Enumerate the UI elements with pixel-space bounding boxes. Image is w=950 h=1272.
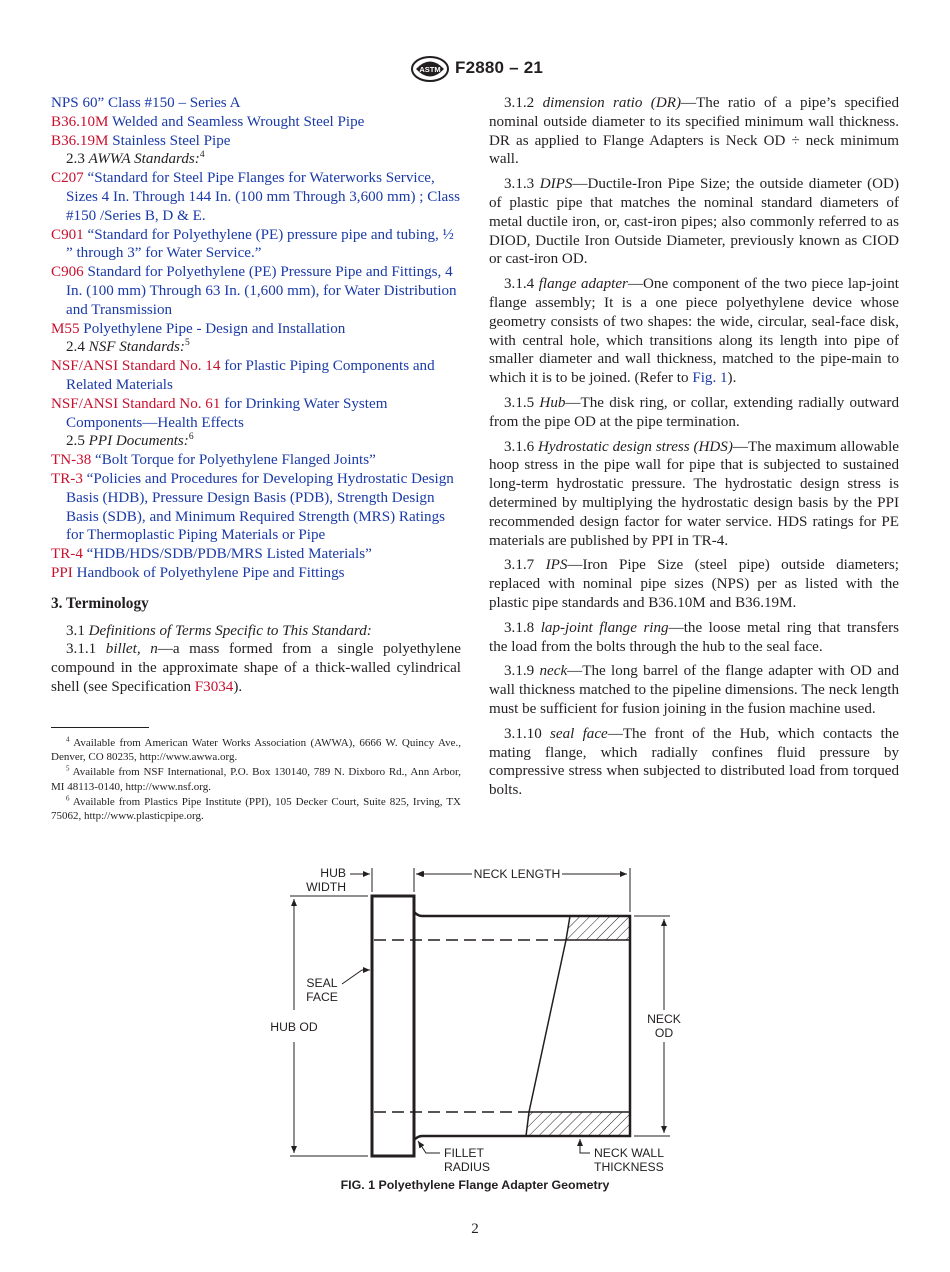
- ref-title[interactable]: “HDB/HDS/SDB/PDB/MRS Listed Materials”: [86, 546, 372, 563]
- break-line: [529, 940, 566, 1112]
- ref-code[interactable]: TR-3: [51, 470, 83, 487]
- ref-b3619m: [51, 132, 461, 151]
- label-hub-width-2: WIDTH: [306, 880, 346, 894]
- ref-code[interactable]: C207: [51, 170, 84, 187]
- ref-code[interactable]: NSF/ANSI Standard No. 61: [51, 395, 221, 412]
- standard-designation: F2880 – 21: [455, 58, 544, 77]
- label-neck-wall-1: NECK WALL: [594, 1146, 664, 1160]
- ref-code[interactable]: NSF/ANSI Standard No. 14: [51, 358, 221, 375]
- ref-tr4: [51, 545, 461, 564]
- footnote-5: $^5$ Available from NSF International, P.O. Box 130140, 789 N. Dixboro Rd., Ann Arbor, MI 48113-0140, http://www.nsf.org.: [51, 764, 461, 793]
- ref-nsf14: [51, 357, 461, 395]
- neck-wall-bottom: [526, 1112, 630, 1136]
- para-3-1-4: 3.1.4 flange adapter—One component of the two piece lap-joint flange assembly; It is a one piece polyethylene device whose geometry consists of two shapes: the wide, circular, seal-face disk, with central hole, which transitions along its length into pipe of smaller diameter and wall thickness, matched to the pipe-main to which it is to be joined. (Refer to Fig. 1).: [489, 276, 899, 387]
- ref-title[interactable]: “Standard for Steel Pipe Flanges for Waterworks Service, Sizes 4 In. Through 144 In. (100 mm Through 3,600 mm) ; Class #150 /Series B, D & E.: [66, 170, 460, 224]
- ppi-heading: 2.5 PPI Documents:$^6$: [66, 432, 194, 450]
- para-3-1-5: 3.1.5 Hub—The disk ring, or collar, extending radially outward from the pipe OD at the pipe termination.: [489, 394, 899, 430]
- neck-outline: [414, 912, 630, 1140]
- neck-wall-top: [566, 916, 630, 940]
- ref-title[interactable]: for Drinking Water System Components—Health Effects: [66, 395, 388, 431]
- para-3-1-3: 3.1.3 DIPS—Ductile-Iron Pipe Size; the outside diameter (OD) of plastic pipe that matches the nominal standard diameters of metal ductile iron, or, cast-iron pipes; also commonly referred to as DIOD, Ductile Iron Outside Diameter, previously known as CIOD or cast-iron OD.: [489, 176, 899, 268]
- label-seal-face-1: SEAL: [306, 976, 338, 990]
- ref-title[interactable]: for Plastic Piping Components and Related Materials: [66, 358, 435, 393]
- para-3-1-1: 3.1.1 billet, n—a mass formed from a single polyethylene compound in the approximate shape of a thick-walled cylindrical shell (see Specification F3034).: [51, 641, 461, 695]
- ref-title[interactable]: Welded and Seamless Wrought Steel Pipe: [111, 113, 365, 130]
- label-neck-od-1: NECK: [647, 1012, 681, 1026]
- footnote-6: $^6$ Available from Plastics Pipe Institute (PPI), 105 Decker Court, Suite 825, Irving, TX 75062, http://www.plasticpipe.org.: [51, 794, 461, 823]
- label-seal-face-2: FACE: [306, 990, 338, 1004]
- label-neck-od-2: OD: [654, 1026, 674, 1040]
- left-column: [51, 94, 461, 824]
- page-number: 2: [471, 1221, 479, 1237]
- ref-title[interactable]: Handbook of Polyethylene Pipe and Fittings: [76, 564, 345, 581]
- awwa-heading: 2.3 AWWA Standards:$^4$: [66, 150, 205, 168]
- logo-text: ASTM: [419, 65, 441, 74]
- para-3-1-2: 3.1.2 dimension ratio (DR)—The ratio of a pipe’s specified nominal outside diameter to its specified minimum wall thickness. DR as applied to Flange Adapters is Neck OD ÷ neck minimum wall.: [489, 95, 899, 168]
- ref-tn38: [51, 451, 461, 470]
- ref-c207: [51, 169, 461, 225]
- ref-ppi-handbook: [51, 564, 461, 583]
- ref-m55: [51, 320, 461, 339]
- ref-c901: [51, 226, 461, 264]
- ref-code[interactable]: C906: [51, 264, 84, 281]
- para-3-1-10: 3.1.10 seal face—The front of the Hub, which contacts the mating flange, which radially confines fluid pressure by compressive stress when subjected to distributed load from torqued bolts.: [489, 725, 899, 799]
- ref-title[interactable]: Standard for Polyethylene (PE) Pressure Pipe and Fittings, 4 In. (100 mm) Through 63 In. (1,600 mm), for Water Distribution and Transmission: [66, 264, 457, 318]
- para-3-1-6: 3.1.6 Hydrostatic design stress (HDS)—The maximum allowable hoop stress in the pipe wall for pipe that is subjected to sustained long-term hydrostatic pressure. The hydrostatic design stress is determined by multiplying the hydrostatic design basis by the PPI recommended design factor for water service. HDS ratings for PE materials are published by PPI in TR-4.: [489, 438, 899, 549]
- label-fillet-1: FILLET: [444, 1146, 484, 1160]
- figure-caption: FIG. 1 Polyethylene Flange Adapter Geometry: [340, 1178, 610, 1192]
- flange-adapter-diagram: [250, 860, 710, 1180]
- ref-title[interactable]: “Bolt Torque for Polyethylene Flanged Joints”: [95, 452, 376, 469]
- label-fillet-2: RADIUS: [444, 1160, 491, 1174]
- ref-title[interactable]: “Policies and Procedures for Developing Hydrostatic Design Basis (HDB), Pressure Design Basis (PDB), Strength Design Basis (SDB), and Minimum Required Strength (MRS) Ratings for Thermoplastic Piping Materials or Pipe: [66, 470, 454, 544]
- label-neck-wall-2: THICKNESS: [594, 1160, 664, 1174]
- para-3-1-8: 3.1.8 lap-joint flange ring—the loose metal ring that transfers the load from the bolts through the hub to the seal face.: [489, 619, 899, 655]
- hub-body: [372, 896, 414, 1156]
- ref-nps60: [51, 94, 461, 113]
- ref-code[interactable]: M55: [51, 320, 80, 337]
- para-3-1: 3.1 Definitions of Terms Specific to This Standard:: [66, 622, 372, 639]
- ref-c906: [51, 263, 461, 319]
- ref-b3610m: [51, 113, 461, 132]
- footnote-4: $^4$ Available from American Water Works Association (AWWA), 6666 W. Quincy Ave., Denver, CO 80235, http://www.awwa.org.: [51, 735, 461, 763]
- ref-code[interactable]: C901: [51, 226, 84, 243]
- page-header: [0, 56, 950, 84]
- ref-code[interactable]: PPI: [51, 564, 73, 581]
- ref-tr3: [51, 470, 461, 545]
- ref-code[interactable]: TN-38: [51, 452, 92, 469]
- astm-logo-icon: [410, 56, 450, 82]
- ref-code[interactable]: TR-4: [51, 546, 83, 563]
- section-heading-terminology: 3. Terminology: [51, 594, 149, 612]
- ref-title[interactable]: Stainless Steel Pipe: [112, 132, 231, 149]
- right-column: [489, 94, 899, 806]
- ref-title[interactable]: “Standard for Polyethylene (PE) pressure pipe and tubing, ½ ” through 3” for Water Service.”: [66, 226, 454, 262]
- label-hub-width-1: HUB: [320, 866, 346, 880]
- label-hub-od: HUB OD: [270, 1020, 318, 1034]
- ref-code[interactable]: B36.10M: [51, 113, 109, 130]
- nsf-heading: 2.4 NSF Standards:$^5$: [66, 338, 190, 356]
- para-3-1-9: 3.1.9 neck—The long barrel of the flange adapter with OD and wall thickness matched to the pipeline dimensions. The neck length must be sufficient for fusion joining in the fusion machine used.: [489, 663, 899, 717]
- footnote-rule: [51, 727, 149, 728]
- ref-title[interactable]: NPS 60” Class #150 – Series A: [51, 95, 241, 111]
- link-fig-1[interactable]: Fig. 1: [692, 370, 728, 387]
- link-f3034[interactable]: F3034: [194, 678, 234, 695]
- ref-nsf61: [51, 395, 461, 433]
- ref-code[interactable]: B36.19M: [51, 132, 109, 149]
- label-neck-length: NECK LENGTH: [473, 867, 561, 881]
- para-3-1-7: 3.1.7 IPS—Iron Pipe Size (steel pipe) outside diameters; replaced with nominal pipe sizes (NPS) per as listed with the plastic pipe standards and B36.10M and B36.19M.: [489, 557, 899, 611]
- ref-title[interactable]: Polyethylene Pipe - Design and Installation: [83, 320, 346, 337]
